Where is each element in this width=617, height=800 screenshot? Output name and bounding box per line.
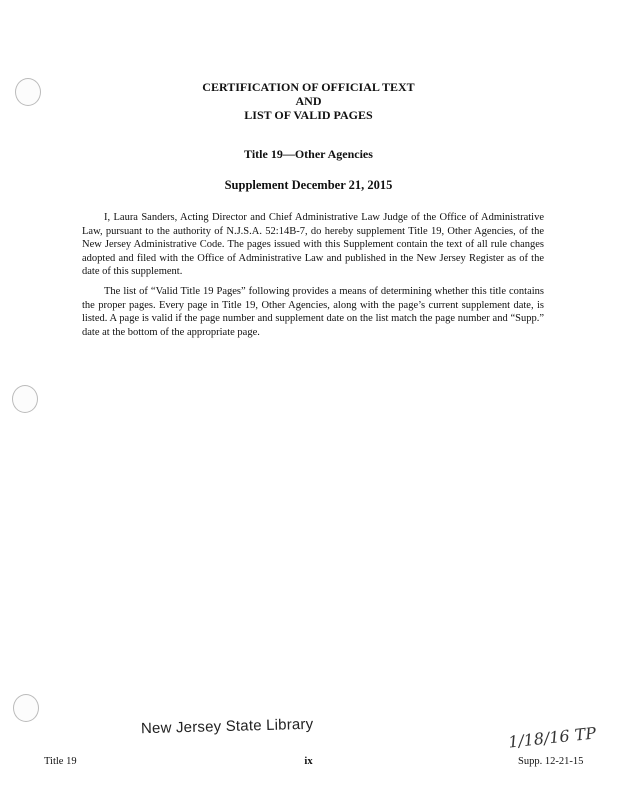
footer-supplement: Supp. 12-21-15	[518, 756, 584, 767]
paragraph-2: The list of “Valid Title 19 Pages” following provides a means of determining whether this title contains the proper pages. Every page in Title 19, Other Agencies, along with the page’s current supplement date, is listed. A page is valid if the page number and supplement date on the list match the page number and “Supp.” date at the bottom of the appropriate page.	[82, 285, 544, 338]
certification-body	[82, 211, 544, 345]
library-stamp: New Jersey State Library	[140, 715, 314, 738]
handwritten-date-note: 1/18/16 TP	[507, 723, 597, 752]
heading-line-2: AND	[295, 94, 322, 108]
paragraph-1: I, Laura Sanders, Acting Director and Chief Administrative Law Judge of the Office of Administrative Law, pursuant to the authority of N.J.S.A. 52:14B-7, do hereby supplement Title 19, Other Agencies, of the New Jersey Administrative Code. The pages issued with this Supplement contain the text of all rule changes adopted and filed with the Office of Administrative Law and published in the New Jersey Register as of the date of this supplement.	[82, 212, 544, 278]
punch-hole-bottom	[13, 694, 39, 722]
footer-page-number: ix	[304, 756, 313, 767]
punch-hole-middle	[12, 385, 38, 413]
title-name: Title 19—Other Agencies	[244, 147, 373, 161]
footer-title: Title 19	[44, 756, 77, 767]
heading-line-3: LIST OF VALID PAGES	[244, 108, 373, 122]
supplement-date: Supplement December 21, 2015	[224, 178, 393, 192]
heading-line-1: CERTIFICATION OF OFFICIAL TEXT	[202, 80, 415, 94]
certification-heading	[0, 80, 617, 122]
